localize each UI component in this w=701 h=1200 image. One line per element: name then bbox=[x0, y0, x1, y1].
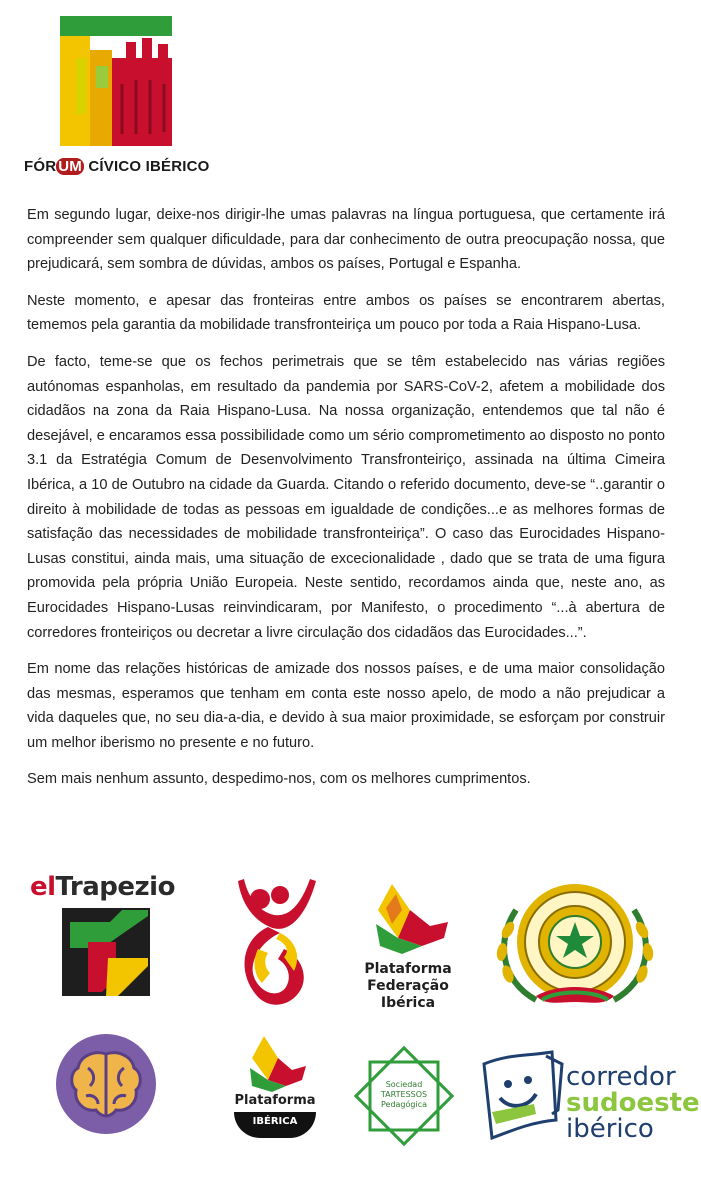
letter-body bbox=[27, 203, 665, 804]
paragraph: Em nome das relações históricas de amizade dos nossos países, e de uma maior consolidação das mesmas, esperamos que tenham em conta este nosso apelo, de modo a não prejudicar a vida daqueles que, no seu dia-a-dia, e devido à sua maior proximidade, se esforçam por construir um melhor iberismo no presente e no futuro. bbox=[27, 661, 665, 751]
brain-logo bbox=[54, 1032, 158, 1136]
el-trapezio-title: elTrapezio bbox=[30, 872, 175, 902]
tartessos-text: Sociedad TARTESSOS Pedagógica bbox=[380, 1080, 428, 1109]
paragraph: Sem mais nenhum assunto, despedimo-nos, com os melhores cumprimentos. bbox=[27, 771, 531, 788]
corredor-character-mark bbox=[478, 1050, 564, 1142]
plataforma-iberica-title: Plataforma bbox=[234, 1093, 316, 1108]
el-trapezio-logo bbox=[30, 872, 200, 1012]
forum-logo-graphic bbox=[56, 14, 176, 150]
sudoeste-word: sudoeste bbox=[566, 1088, 700, 1118]
corredor-sudoeste-iberico-logo bbox=[478, 1050, 700, 1146]
plataforma-federacao-mark bbox=[362, 880, 454, 956]
corredor-word: corredor bbox=[566, 1062, 676, 1092]
brain-icon bbox=[54, 1032, 158, 1136]
paragraph: Em segundo lugar, deixe-nos dirigir-lhe umas palavras na língua portuguesa, que certamente irá compreender sem qualquer dificuldade, para dar conhecimento de outra preocupação nossa, que prejudicará, sem sombra de dúvidas, ambos os países, Portugal e Espanha. bbox=[27, 207, 665, 273]
plataforma-iberica-logo bbox=[228, 1034, 322, 1142]
forum-civico-iberico-logo bbox=[24, 12, 208, 184]
el-trapezio-mark bbox=[62, 908, 150, 996]
association-seal-logo bbox=[486, 880, 664, 1018]
sociedad-tartessos-logo bbox=[352, 1044, 456, 1148]
plataforma-federacao-text: Plataforma Federação Ibérica bbox=[364, 961, 452, 1011]
plataforma-federacao-iberica-logo bbox=[362, 880, 454, 1010]
corredor-wordmark bbox=[566, 1064, 700, 1142]
plataforma-iberica-band: IBÉRICA bbox=[234, 1112, 316, 1138]
forum-logo-text: FÓR UM CÍVICO IBÉRICO bbox=[24, 158, 210, 175]
association-seal-mark bbox=[486, 880, 664, 1018]
plataforma-iberica-mark bbox=[242, 1034, 308, 1094]
paragraph: De facto, teme-se que os fechos perimetrais que se têm estabelecido nas várias regiões autónomas espanholas, em resultado da pandemia por SARS-CoV-2, afetem a mobilidade dos cidadãos na zona da Raia Hispano-Lusa. Na nossa organização, entendemos que tal não é desejável, e encaramos essa possibilidade como um sério comprometimento ao disposto no ponto 3.1 da Estratégia Comum de Desenvolvimento Transfronteiriço, assinada na última Cimeira Ibérica, a 10 de Outubro na cidade da Guarda. Citando o referido documento, deve-se “..garantir o direito à mobilidade de todas as pessoas em igualdade de condições...e as melhores formas de satisfação das necessidades de mobilidade transfronteiriça”. O caso das Eurocidades Hispano-Lusas constitui, ainda mais, uma situação de excecionalidade , dado que se trata de uma figura promovida pela própria União Europeia. Neste sentido, recordamos ainda que, neste ano, as Eurocidades Hispano-Lusas reinvindicaram, por Manifesto, o procedimento “...à abertura de corredores fronteiriços ou decretar a livre circulação dos cidadãos das Eurocidades...”. bbox=[27, 353, 665, 641]
iberico-word: ibérico bbox=[566, 1114, 654, 1144]
iberian-figure-mark bbox=[232, 877, 322, 1007]
paragraph: Neste momento, e apesar das fronteiras entre ambos os países se encontrarem abertas, tememos pela garantia da mobilidade transfronteiriça um pouco por toda a Raia Hispano-Lusa. bbox=[27, 292, 665, 334]
iberian-figure-logo bbox=[232, 877, 322, 1007]
